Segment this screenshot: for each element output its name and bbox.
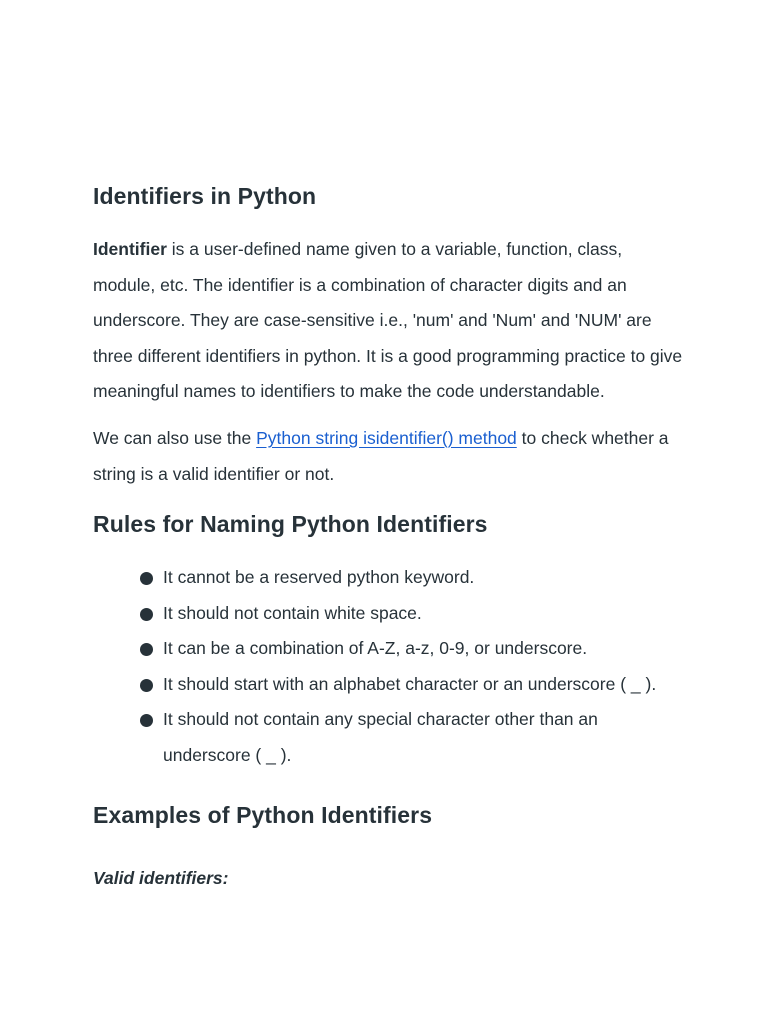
isidentifier-paragraph bbox=[93, 421, 683, 492]
list-item bbox=[93, 596, 683, 632]
rule-text: It should not contain any special character other than an underscore ( _ ). bbox=[163, 709, 598, 765]
rule-text: It should not contain white space. bbox=[163, 602, 422, 623]
list-item bbox=[93, 702, 683, 773]
bullet-icon bbox=[140, 572, 153, 585]
heading-identifiers-in-python: Identifiers in Python bbox=[93, 183, 317, 209]
isidentifier-method-link[interactable]: Python string isidentifier() method bbox=[256, 428, 517, 448]
intro-text: is a user-defined name given to a variable, function, class, module, etc. The identifier is a combination of character digits and an underscore. They are case-sensitive i.e., 'num' and 'Num' and 'NUM' are three different identifiers in python. It is a good programming practice to give meaningful names to identifiers to make the code understandable. bbox=[93, 239, 683, 401]
isidentifier-text-before: We can also use the bbox=[93, 428, 257, 448]
heading-examples: Examples of Python Identifiers bbox=[93, 802, 433, 828]
list-item bbox=[93, 631, 683, 667]
intro-paragraph bbox=[93, 232, 683, 410]
list-item bbox=[93, 560, 683, 596]
naming-rules-list bbox=[93, 560, 683, 773]
list-item bbox=[93, 667, 683, 703]
rule-text: It can be a combination of A-Z, a-z, 0-9, or underscore. bbox=[163, 638, 588, 658]
rule-text: It cannot be a reserved python keyword. bbox=[163, 567, 475, 587]
isidentifier-text-after: to check whether a string is a valid identifier or not. bbox=[93, 428, 669, 484]
bullet-icon bbox=[140, 679, 153, 692]
identifier-term: Identifier bbox=[93, 239, 167, 259]
valid-identifiers-label: Valid identifiers: bbox=[93, 868, 229, 888]
bullet-icon bbox=[140, 608, 153, 621]
bullet-icon bbox=[140, 714, 153, 727]
rule-text: It should start with an alphabet character or an underscore ( _ ). bbox=[163, 673, 657, 694]
bullet-icon bbox=[140, 643, 153, 656]
heading-naming-rules: Rules for Naming Python Identifiers bbox=[93, 511, 488, 537]
